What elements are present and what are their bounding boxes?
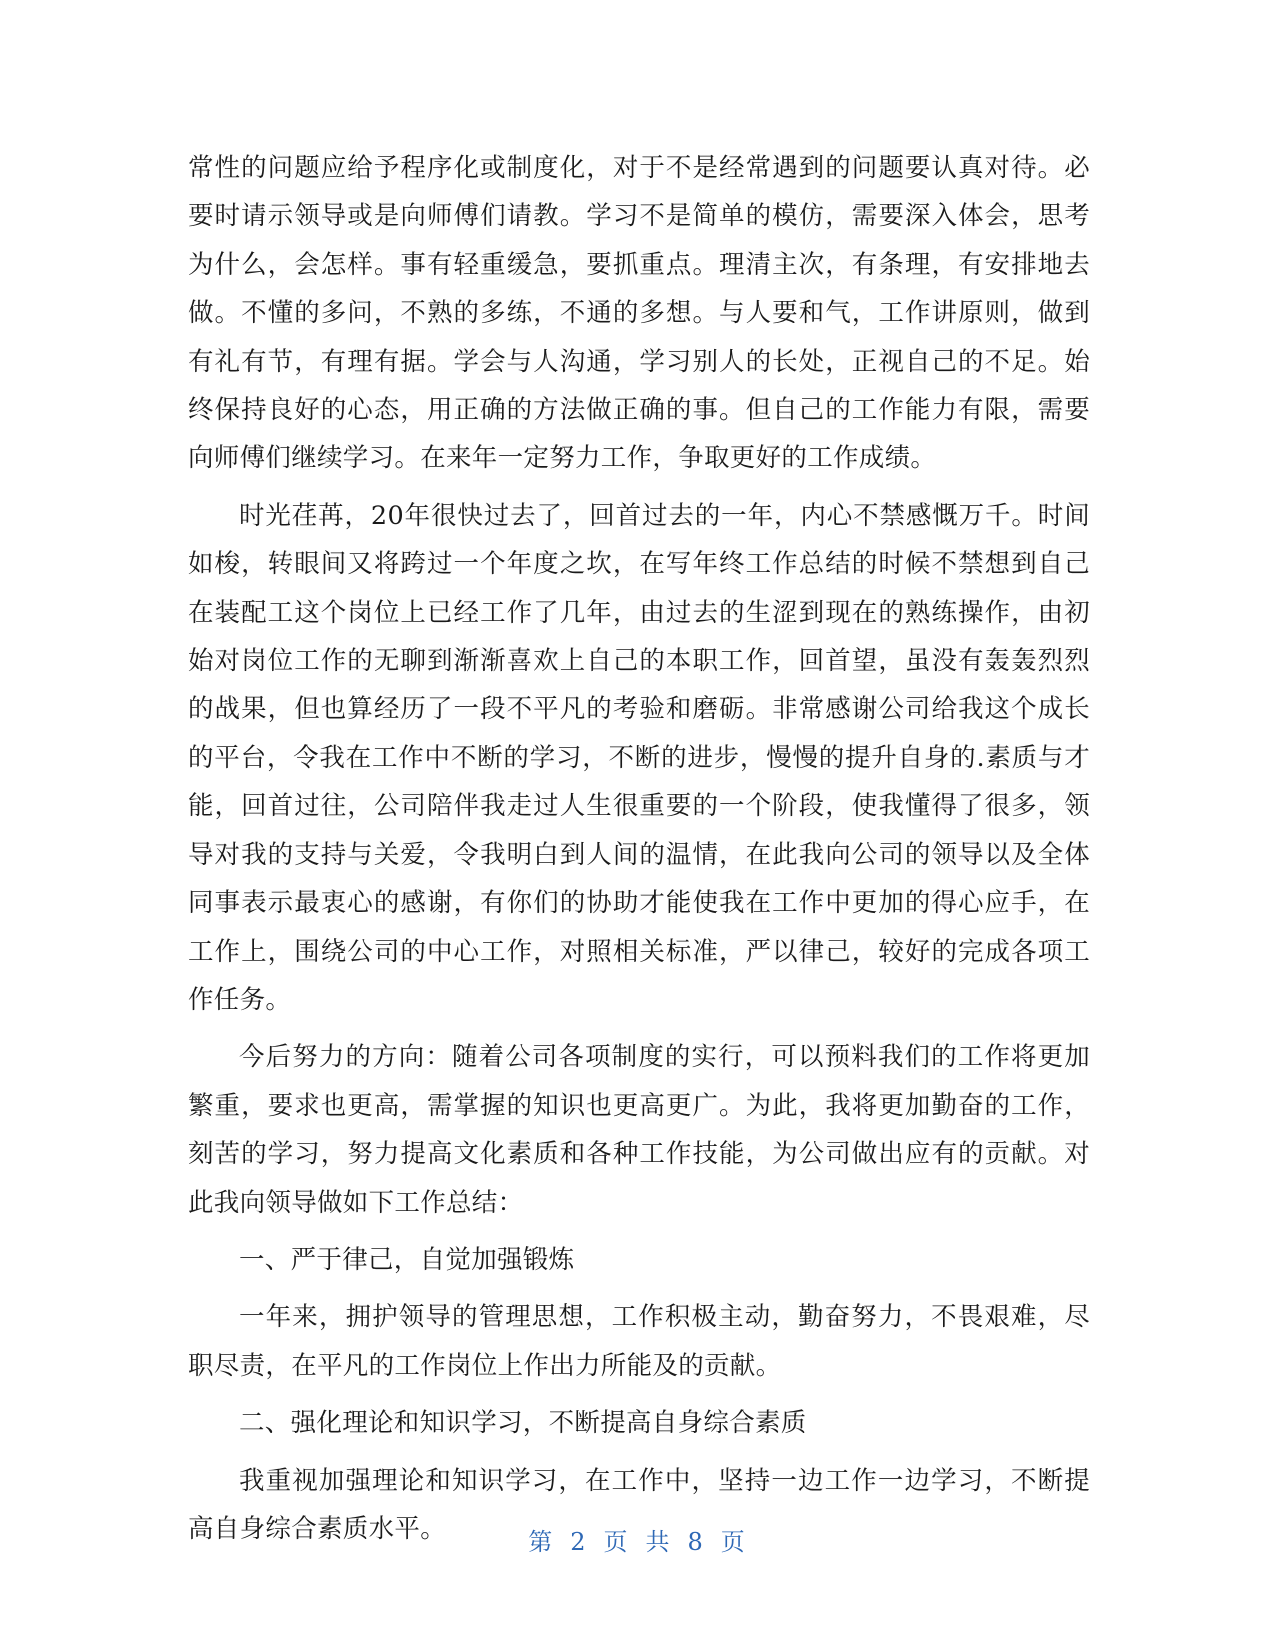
page-footer	[0, 1522, 1275, 1557]
paragraph-continued: 常性的问题应给予程序化或制度化，对于不是经常遇到的问题要认真对待。必要时请示领导或是向师傅们请教。学习不是简单的模仿，需要深入体会，思考为什么，会怎样。事有轻重缓急，要抓重点。理清主次，有条理，有安排地去做。不懂的多问，不熟的多练，不通的多想。与人要和气，工作讲原则，做到有礼有节，有理有据。学会与人沟通，学习别人的长处，正视自己的不足。始终保持良好的心态，用正确的方法做正确的事。但自己的工作能力有限，需要向师傅们继续学习。在来年一定努力工作，争取更好的工作成绩。	[188, 153, 1090, 474]
footer-prefix: 第	[528, 1528, 555, 1556]
footer-suffix: 页	[720, 1528, 747, 1556]
heading-section-one: 一、严于律己，自觉加强锻炼	[239, 1244, 575, 1275]
footer-total-pages: 8	[687, 1528, 705, 1556]
footer-total-word: 共	[645, 1528, 672, 1556]
paragraph-future-direction: 今后努力的方向：随着公司各项制度的实行，可以预料我们的工作将更加繁重，要求也更高，需掌握的知识也更高更广。为此，我将更加勤奋的工作，刻苦的学习，努力提高文化素质和各种工作技能，为公司做出应有的贡献。对此我向领导做如下工作总结：	[188, 1042, 1090, 1218]
paragraph-time-passes: 时光荏苒，20年很快过去了，回首过去的一年，内心不禁感慨万千。时间如梭，转眼间又将跨过一个年度之坎，在写年终工作总结的时候不禁想到自己在装配工这个岗位上已经工作了几年，由过去的生涩到现在的熟练操作，由初始对岗位工作的无聊到渐渐喜欢上自己的本职工作，回首望，虽没有轰轰烈烈的战果，但也算经历了一段不平凡的考验和磨砺。非常感谢公司给我这个成长的平台，令我在工作中不断的学习，不断的进步，慢慢的提升自身的.素质与才能，回首过往，公司陪伴我走过人生很重要的一个阶段，使我懂得了很多，领导对我的支持与关爱，令我明白到人间的温情，在此我向公司的领导以及全体同事表示最衷心的感谢，有你们的协助才能使我在工作中更加的得心应手，在工作上，围绕公司的中心工作，对照相关标准，严以律己，较好的完成各项工作任务。	[188, 500, 1090, 1015]
paragraph-section-one: 一年来，拥护领导的管理思想，工作积极主动，勤奋努力，不畏艰难，尽职尽责，在平凡的工作岗位上作出力所能及的贡献。	[188, 1302, 1090, 1381]
paragraph-section-two: 我重视加强理论和知识学习，在工作中，坚持一边工作一边学习，不断提高自身综合素质水平。	[188, 1465, 1090, 1544]
heading-section-two: 二、强化理论和知识学习，不断提高自身综合素质	[239, 1408, 807, 1439]
document-body	[188, 144, 1090, 1553]
footer-current-page: 2	[570, 1528, 588, 1556]
footer-page-word: 页	[603, 1528, 630, 1556]
